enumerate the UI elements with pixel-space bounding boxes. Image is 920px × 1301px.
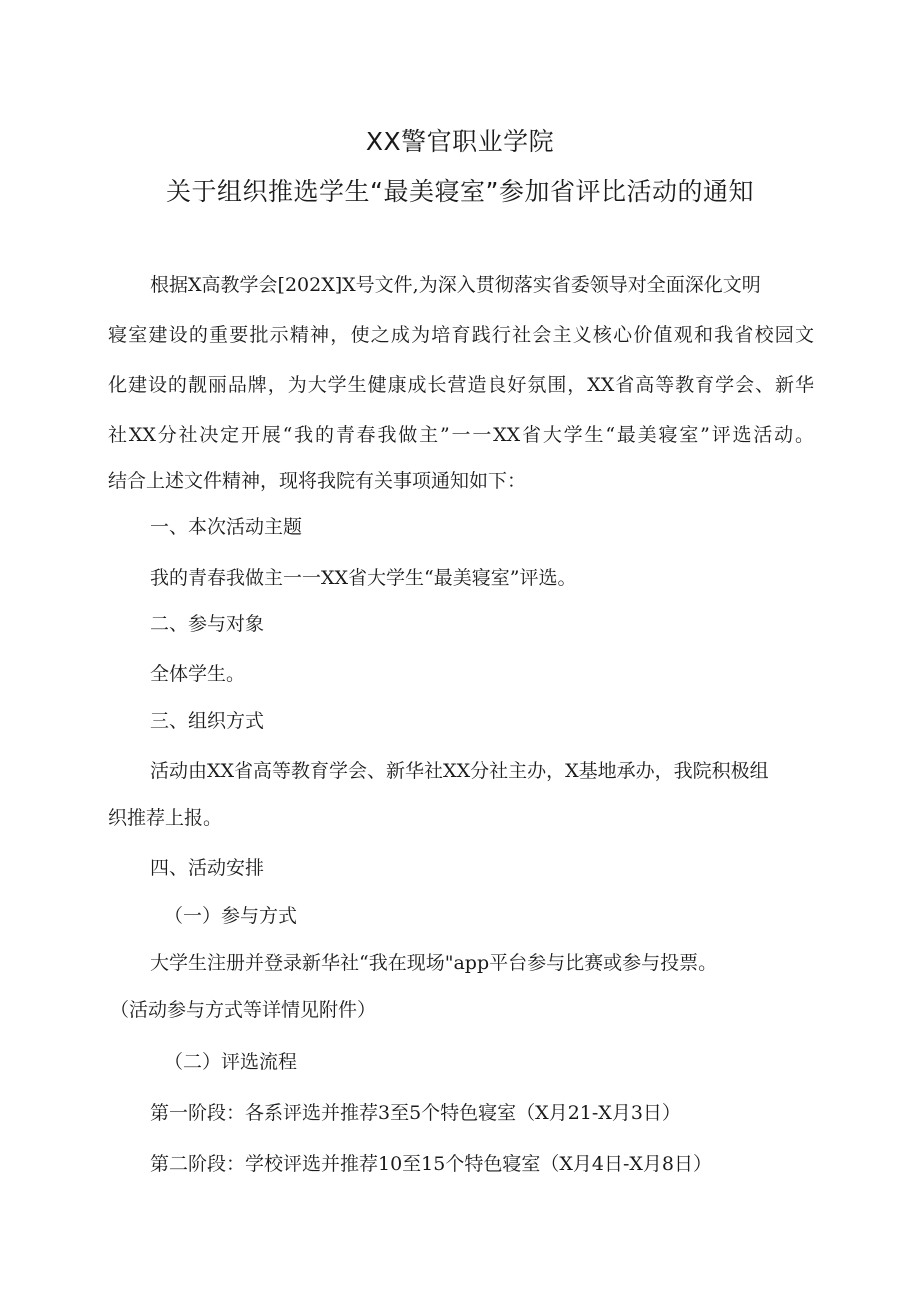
document-title-subject: 关于组织推选学生“最美寝室”参加省评比活动的通知	[166, 177, 754, 206]
subsection-2-heading: （二）评选流程	[164, 1051, 298, 1073]
intro-line-3: 化建设的靓丽品牌，为大学生健康成长营造良好氛围，XX省高等教育学会、新华	[108, 374, 814, 396]
section-4-heading: 四、活动安排	[150, 857, 265, 879]
section-3-text-line-1: 活动由XX省高等教育学会、新华社XX分社主办，X基地承办，我院积极组	[150, 760, 769, 782]
intro-line-5: 结合上述文件精神，现将我院有关事项通知如下：	[108, 470, 527, 492]
section-3-text-line-2: 织推荐上报。	[108, 807, 223, 829]
stage-2-text: 第二阶段：学校评选并推荐10至15个特色寝室（X月4日-X月8日）	[150, 1153, 713, 1175]
subsection-1-note: （活动参与方式等详情见附件）	[110, 999, 377, 1021]
subsection-1-text: 大学生注册并登录新华社“我在现场"app平台参与比赛或参与投票。	[150, 952, 718, 974]
section-2-text: 全体学生。	[150, 663, 246, 685]
section-1-text: 我的青春我做主一一XX省大学生“最美寝室”评选。	[150, 567, 577, 589]
section-1-heading: 一、本次活动主题	[150, 516, 303, 538]
section-3-heading: 三、组织方式	[150, 710, 265, 732]
section-2-heading: 二、参与对象	[150, 613, 265, 635]
document-title-institution: XX警官职业学院	[365, 127, 555, 156]
intro-line-2: 寝室建设的重要批示精神，使之成为培育践行社会主义核心价值观和我省校园文	[108, 324, 814, 346]
subsection-1-heading: （一）参与方式	[164, 905, 298, 927]
intro-line-4: 社XX分社决定开展“我的青春我做主”一一XX省大学生“最美寝室”评选活动。	[108, 424, 814, 446]
stage-1-text: 第一阶段：各系评选并推荐3至5个特色寝室（X月21-X月3日）	[150, 1102, 681, 1124]
intro-line-1: 根据X高教学会[202X]X号文件,为深入贯彻落实省委领导对全面深化文明	[150, 274, 761, 296]
